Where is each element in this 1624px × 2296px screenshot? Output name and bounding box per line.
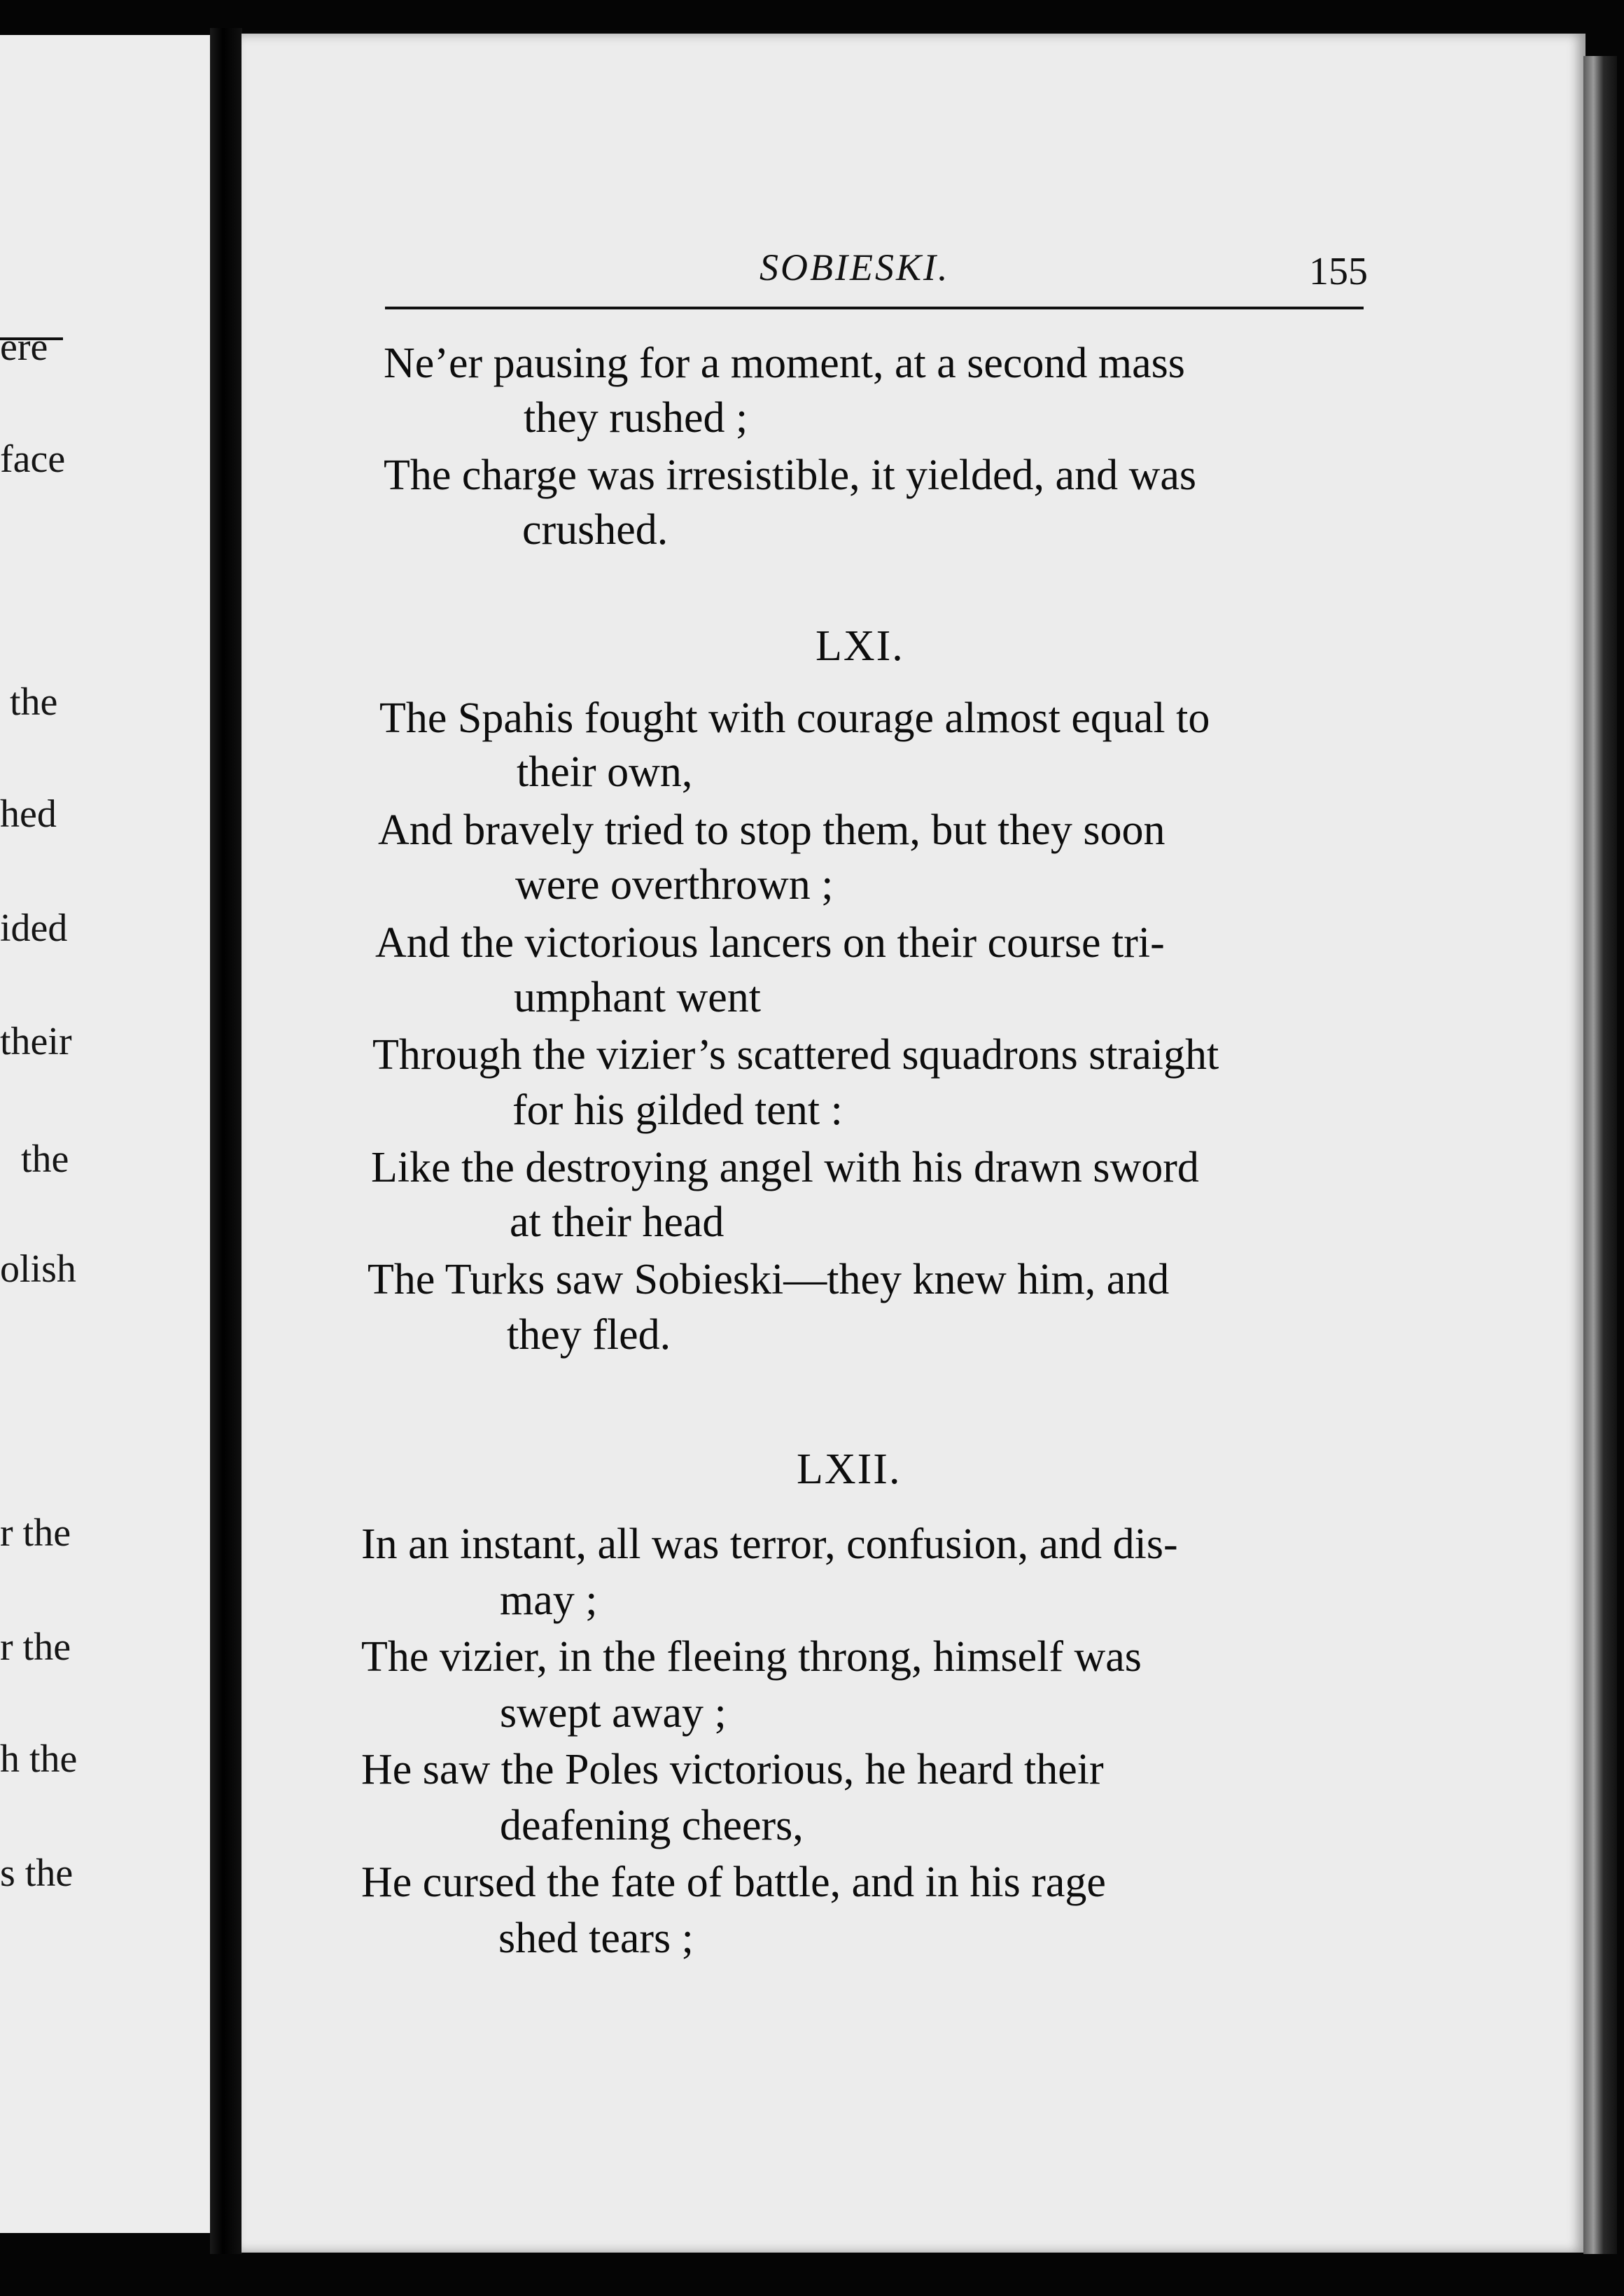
verse-line: were overthrown ;	[515, 861, 834, 909]
verse-line: Through the vizier’s scattered squadrons straight	[372, 1031, 1219, 1079]
verse-line: deafening cheers,	[500, 1802, 804, 1849]
left-fragment: h the	[0, 1737, 78, 1781]
left-fragment: s the	[0, 1851, 74, 1895]
left-fragment: olish	[0, 1247, 76, 1291]
verse-line: for his gilded tent :	[512, 1086, 843, 1134]
book-gutter	[210, 28, 242, 2254]
stanza-heading-lxii: LXII.	[797, 1446, 902, 1493]
verse-line: swept away ;	[500, 1689, 727, 1737]
stanza-heading-lxi: LXI.	[816, 622, 904, 670]
left-fragment: ere	[0, 326, 48, 369]
verse-line: at their head	[510, 1198, 724, 1246]
verse-line: Like the destroying angel with his drawn sword	[371, 1144, 1199, 1191]
left-fragment: the	[10, 680, 58, 724]
left-page	[0, 35, 210, 2233]
verse-line: He saw the Poles victorious, he heard their	[361, 1746, 1104, 1793]
left-fragment: the	[21, 1138, 69, 1181]
page-edge	[1583, 56, 1617, 2254]
page-number: 155	[1309, 250, 1368, 293]
verse-line: The charge was irresistible, it yielded, and was	[384, 451, 1196, 499]
verse-line: they fled.	[507, 1311, 671, 1359]
verse-line: And the victorious lancers on their course tri-	[375, 919, 1165, 967]
verse-line: may ;	[500, 1576, 598, 1624]
verse-line: they rushed ;	[524, 394, 748, 442]
running-title: SOBIESKI.	[760, 246, 950, 288]
verse-line: And bravely tried to stop them, but they soon	[378, 806, 1166, 854]
left-fragment: ided	[0, 906, 68, 950]
left-fragment: face	[0, 438, 66, 481]
verse-line: shed tears ;	[498, 1914, 694, 1962]
verse-line: The vizier, in the fleeing throng, himself was	[361, 1633, 1142, 1681]
left-fragment: hed	[0, 792, 57, 836]
verse-line: Ne’er pausing for a moment, at a second mass	[384, 340, 1185, 387]
verse-line: The Spahis fought with courage almost equal to	[379, 694, 1210, 742]
verse-line: crushed.	[522, 506, 668, 554]
verse-line: In an instant, all was terror, confusion, and dis-	[361, 1520, 1178, 1568]
left-fragment: r the	[0, 1511, 71, 1555]
verse-line: their own,	[517, 748, 693, 796]
left-fragment: their	[0, 1020, 72, 1063]
verse-line: The Turks saw Sobieski—they knew him, and	[368, 1256, 1170, 1303]
verse-line: umphant went	[514, 974, 761, 1021]
verse-line: He cursed the fate of battle, and in his rage	[361, 1858, 1106, 1906]
header-rule	[385, 307, 1364, 309]
left-fragment: r the	[0, 1625, 71, 1669]
